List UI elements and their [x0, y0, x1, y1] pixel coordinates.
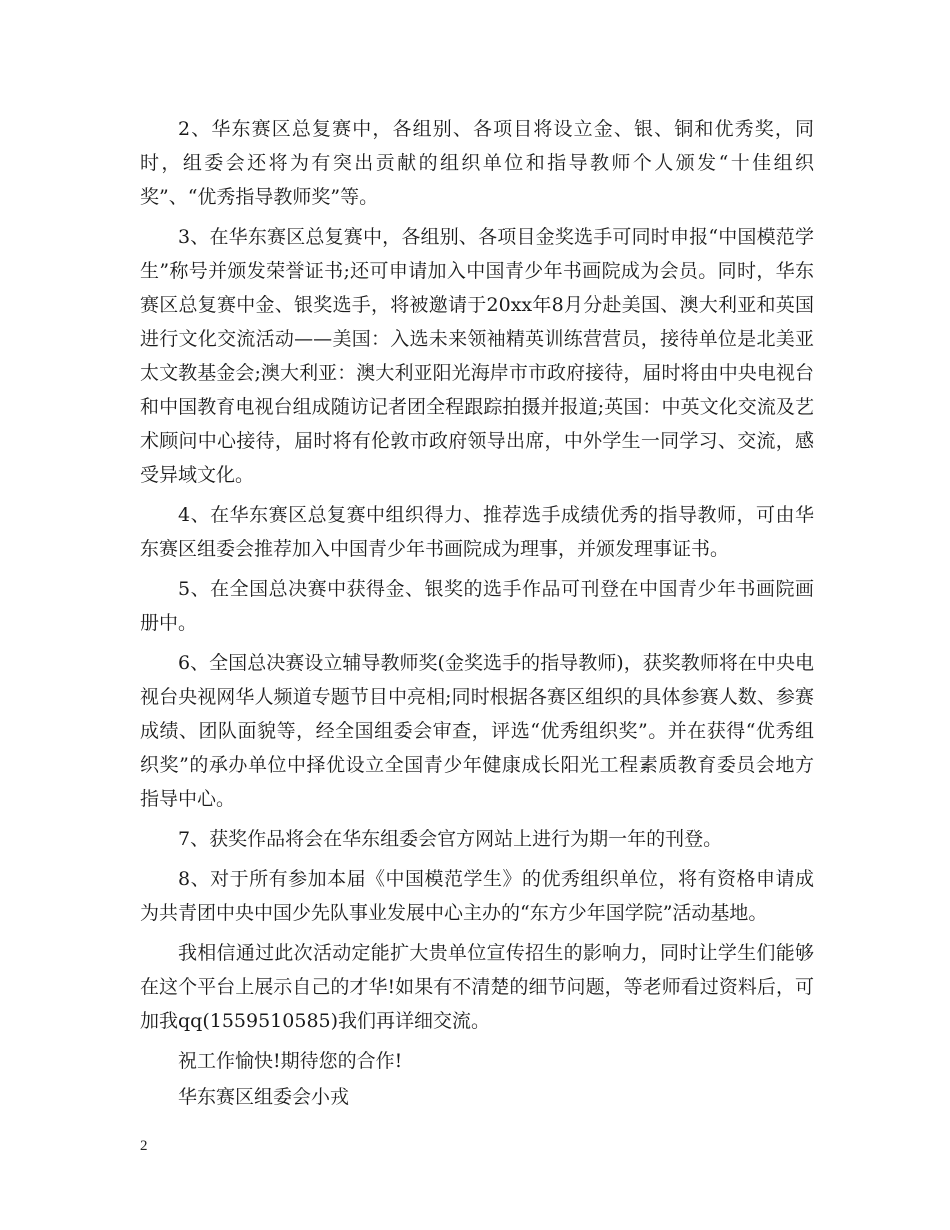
paragraph-item-8: 8、对于所有参加本届《中国模范学生》的优秀组织单位，将有资格申请成为共青团中央中国少先队事业发展中心主办的“东方少年国学院”活动基地。 — [140, 868, 814, 924]
closing-greeting: 祝工作愉快!期待您的合作! — [178, 1050, 403, 1072]
paragraph-item-4: 4、在华东赛区总复赛中组织得力、推荐选手成绩优秀的指导教师，可由华东赛区组委会推荐加入中国青少年书画院成为理事，并颁发理事证书。 — [140, 504, 814, 560]
paragraph-item-7: 7、获奖作品将会在华东组委会官方网站上进行为期一年的刊登。 — [178, 828, 723, 850]
closing-paragraph: 我相信通过此次活动定能扩大贵单位宣传招生的影响力，同时让学生们能够在这个平台上展示自己的才华!如果有不清楚的细节问题，等老师看过资料后，可加我qq(1559510585)我们再详细交流。 — [140, 942, 814, 1032]
document-body — [140, 112, 814, 1116]
paragraph-item-5: 5、在全国总决赛中获得金、银奖的选手作品可刊登在中国青少年书画院画册中。 — [140, 578, 814, 634]
paragraph-item-2: 2、华东赛区总复赛中，各组别、各项目将设立金、银、铜和优秀奖，同时，组委会还将为有突出贡献的组织单位和指导教师个人颁发“十佳组织奖”、“优秀指导教师奖”等。 — [140, 118, 814, 208]
paragraph-item-6: 6、全国总决赛设立辅导教师奖(金奖选手的指导教师)，获奖教师将在中央电视台央视网华人频道专题节目中亮相;同时根据各赛区组织的具体参赛人数、参赛成绩、团队面貌等，经全国组委会审查，评选“优秀组织奖”。并在获得“优秀组织奖”的承办单位中择优设立全国青少年健康成长阳光工程素质教育委员会地方指导中心。 — [140, 652, 814, 810]
signature: 华东赛区组委会小戎 — [178, 1086, 350, 1108]
page-number: 2 — [140, 1138, 148, 1154]
paragraph-item-3: 3、在华东赛区总复赛中，各组别、各项目金奖选手可同时申报“中国模范学生”称号并颁发荣誉证书;还可申请加入中国青少年书画院成为会员。同时，华东赛区总复赛中金、银奖选手，将被邀请于20xx年8月分赴美国、澳大利亚和英国进行文化交流活动——美国：入选未来领袖精英训练营营员，接待单位是北美亚太文教基金会;澳大利亚：澳大利亚阳光海岸市市政府接待，届时将由中央电视台和中国教育电视台组成随访记者团全程跟踪拍摄并报道;英国：中英文化交流及艺术顾问中心接待，届时将有伦敦市政府领导出席，中外学生一同学习、交流，感受异域文化。 — [140, 226, 814, 486]
